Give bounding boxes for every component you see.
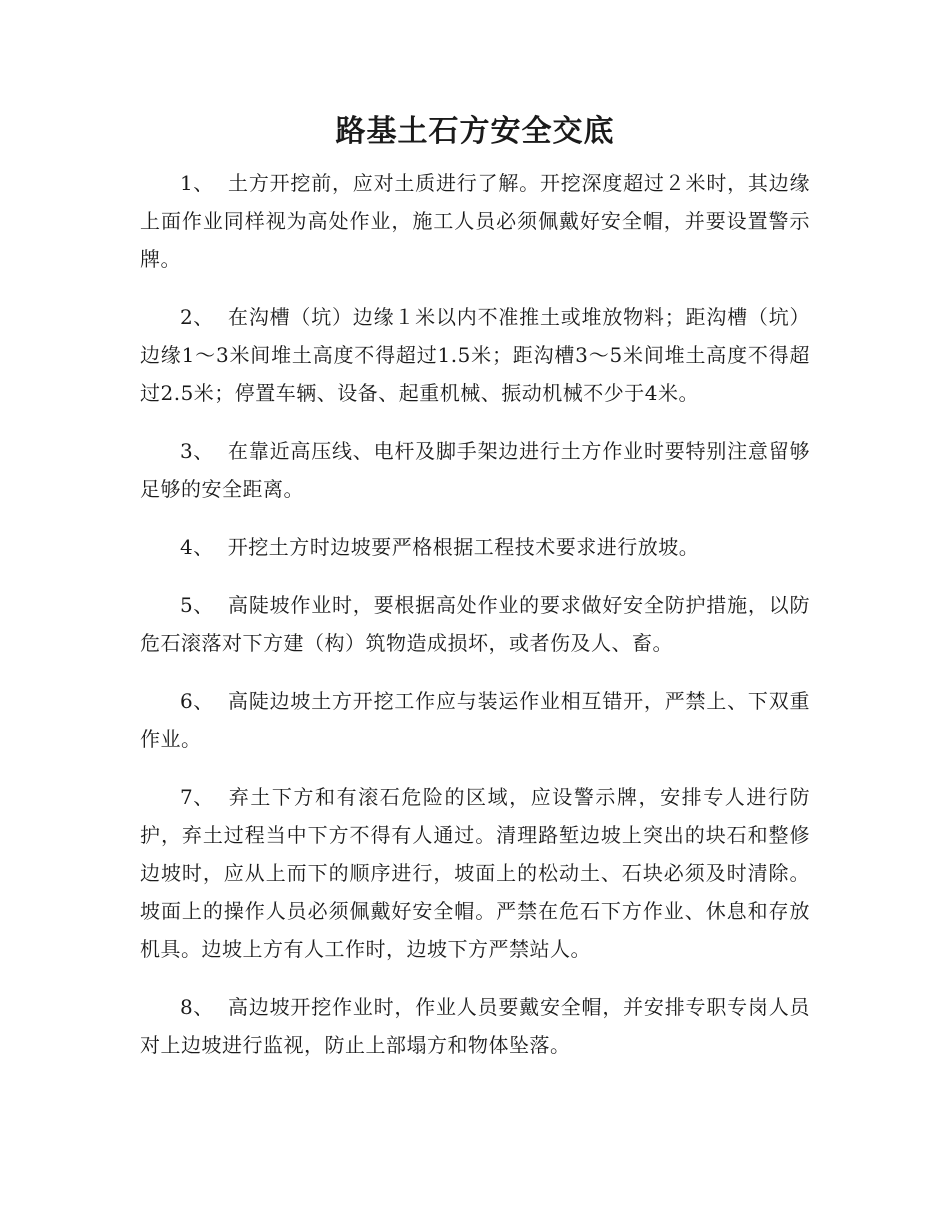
list-item [140,988,810,1064]
document-title: 路基土石方安全交底 [335,114,615,149]
list-item [140,778,810,968]
item-text: 高边坡开挖作业时，作业人员要戴安全帽，并安排专职专岗人员对上边坡进行监视，防止上部塌方和物体坠落。 [140,995,810,1057]
item-text: 土方开挖前，应对土质进行了解。开挖深度超过２米时，其边缘上面作业同样视为高处作业，施工人员必须佩戴好安全帽，并要设置警示牌。 [140,171,810,271]
list-item [140,528,810,566]
item-number: 2、 [180,305,214,329]
list-item [140,164,810,278]
list-item [140,682,810,758]
list-item [140,586,810,662]
item-number: 3、 [180,439,214,463]
item-number: 6、 [180,689,214,713]
item-text: 高陡坡作业时，要根据高处作业的要求做好安全防护措施，以防危石滚落对下方建（构）筑物造成损坏，或者伤及人、畜。 [140,593,810,655]
item-number: 5、 [180,593,214,617]
item-number: 1、 [180,171,214,195]
item-text: 开挖土方时边坡要严格根据工程技术要求进行放坡。 [227,535,700,559]
safety-items-list [140,164,810,1084]
item-text: 弃土下方和有滚石危险的区域，应设警示牌，安排专人进行防护，弃土过程当中下方不得有人通过。清理路堑边坡上突出的块石和整修边坡时，应从上而下的顺序进行，坡面上的松动土、石块必须及时清除。坡面上的操作人员必须佩戴好安全帽。严禁在危石下方作业、休息和存放机具。边坡上方有人工作时，边坡下方严禁站人。 [140,785,810,961]
item-text: 高陡边坡土方开挖工作应与装运作业相互错开，严禁上、下双重作业。 [140,689,810,751]
item-text: 在靠近高压线、电杆及脚手架边进行土方作业时要特别注意留够足够的安全距离。 [140,439,810,501]
item-number: 7、 [180,785,214,809]
item-number: 8、 [180,995,214,1019]
list-item [140,298,810,412]
list-item [140,432,810,508]
item-number: 4、 [180,535,214,559]
item-text: 在沟槽（坑）边缘１米以内不准推土或堆放物料；距沟槽（坑）边缘1～3米间堆土高度不得超过1.5米；距沟槽3～5米间堆土高度不得超过2.5米；停置车辆、设备、起重机械、振动机械不少于4米。 [140,305,810,405]
